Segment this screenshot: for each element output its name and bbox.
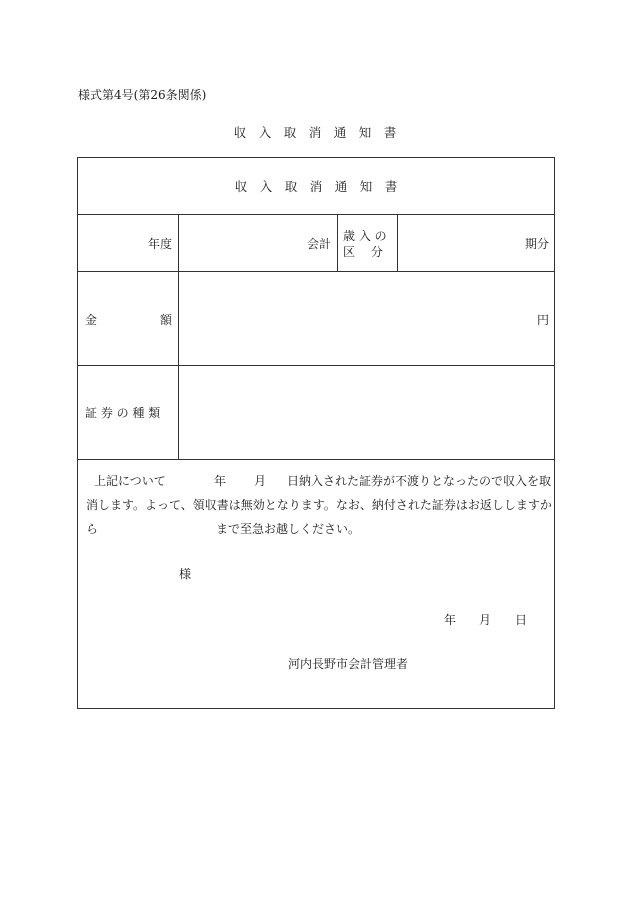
- category-column-divider: [397, 214, 398, 271]
- issuer-name: 河内長野市会計管理者: [288, 657, 409, 671]
- notice-line-2: 消します。よって、領収書は無効となります。なお、納付された証券はお返ししますか: [86, 498, 552, 512]
- date-month: 月: [479, 613, 492, 627]
- fiscal-year-label: 年度: [148, 237, 173, 251]
- notice-line1-rest: 日納入された証券が不渡りとなったので収入を取: [287, 474, 552, 488]
- addressee-suffix: 様: [179, 567, 192, 581]
- form-number: 様式第4号(第26条関係): [78, 88, 207, 102]
- document-title: 収 入 取 消 通 知 書: [233, 125, 397, 140]
- label-column-divider: [178, 214, 179, 459]
- amount-label-right: 額: [160, 313, 173, 327]
- category-label-line1: 歳 入 の: [343, 229, 387, 243]
- period-label: 期分: [525, 237, 550, 251]
- account-label: 会計: [307, 237, 332, 251]
- notice-line1-lead: 上記について: [94, 474, 166, 488]
- notice-line3-lead: ら: [86, 522, 99, 536]
- date-day: 日: [515, 613, 528, 627]
- divider-under-account-row: [78, 271, 554, 272]
- divider-under-amount-row: [78, 365, 554, 366]
- notice-line3-rest: まで至急お越しください。: [216, 522, 361, 536]
- divider-under-certificate-row: [78, 459, 554, 460]
- account-column-divider: [337, 214, 338, 271]
- certificate-type-label: 証 券 の 種 類: [85, 406, 161, 420]
- notice-line1-year: 年: [214, 474, 227, 488]
- box-title: 収 入 取 消 通 知 書: [234, 179, 398, 194]
- category-label-line2: 区 分: [343, 245, 383, 259]
- amount-unit: 円: [537, 313, 550, 327]
- form-frame: [77, 157, 555, 709]
- divider-under-title: [78, 214, 554, 215]
- amount-label-left: 金: [85, 313, 98, 327]
- date-year: 年: [444, 613, 457, 627]
- notice-line1-month: 月: [254, 474, 267, 488]
